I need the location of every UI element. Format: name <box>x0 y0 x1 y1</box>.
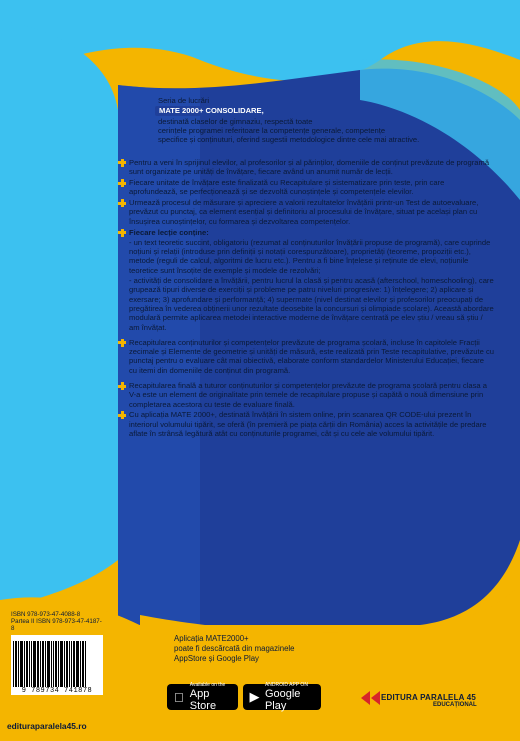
paragraph-theory: - un text teoretic succint, obligatoriu (rezumat al conținuturilor învățării propuse de programă), care cuprinde noțiuni și relații (introduse prin definiții și notații corespunzătoare), proprietăți (teoreme, propoziții etc.), metode (reguli de calcul, algoritmi de lucru etc.). Pentru a fi bine înțelese și reținute de elevi, noțiunile teoretice sunt însoțite de exemple și modele de rezolvări; <box>129 237 491 275</box>
paragraph-recap-chapters: Recapitularea conținuturilor și competențelor prevăzute de programa școlară, incluse în capitolele Fracții zecimale și Elemente de geometrie și unități de măsură, este realizată prin Teste recapitulative, prevăzute cu punctaj pentru o evaluare cât mai obiectivă, elaborate conform standardelor Ministerului Educației, fiecare cu itemi din domeniile de conținut din programă. <box>118 338 494 375</box>
intro-line-3: specifice și conținuturi, oferind sugestii metodologice dintre cele mai atractive. <box>158 135 420 145</box>
paragraph-app: Cu aplicația MATE 2000+, destinată învățării în sistem online, prin scanarea QR CODE-ului prezent în interiorul volumului tipărit, se oferă (în premieră pe piața cărții din România) acces la activitățile de predare aflate în strânsă legătură atât cu conținuturile programei, cât și cu cele ale volumului tipărit. <box>118 410 494 438</box>
app-info-line-2: poate fi descărcată din magazinele <box>174 644 295 653</box>
paragraph-final-recap: Recapitularea finală a tuturor conținuturilor și competențelor prevăzute de programa școlară pentru clasa a V-a este un element de originalitate prin temele de recapitulare propuse și capătă o nouă dimensiune prin completarea acestora cu teste de evaluare finală. <box>118 381 494 409</box>
intro-line-1: destinată claselor de gimnaziu, respectă toate <box>158 116 313 126</box>
google-play-small: ANDROID APP ON <box>264 682 308 688</box>
barcode-area <box>11 611 103 711</box>
app-store-big: App Store <box>189 688 217 712</box>
apple-icon <box>171 690 187 705</box>
paragraph-units: Pentru a veni în sprijinul elevilor, al profesorilor și al părinților, domeniile de conținut prevăzute de programă sunt organizate pe unități de învățare, fiecare având un anumit număr de lecții. <box>118 158 494 177</box>
app-store-badge[interactable] <box>167 684 238 710</box>
paragraph-self-assessment: Urmează procesul de măsurare și apreciere a valorii rezultatelor învățării printr-un Test de autoevaluare, prevăzut cu punctaj, ca element esențial și definitoriu al procesului de învățare, situat pe același plan cu însușirea cunoștințelor, cu formarea și dezvoltarea competențelor. <box>118 198 494 226</box>
series-label: Seria de lucrări <box>158 96 210 105</box>
isbn-line-2: Partea II ISBN 978-973-47-4187-8 <box>11 618 102 633</box>
app-store-small: Available on the <box>189 682 226 688</box>
series-name-badge: MATE 2000+ CONSOLIDARE, <box>155 106 268 115</box>
back-cover-text <box>118 96 494 438</box>
paragraph-lesson-contents: Fiecare lecție conține: <box>118 228 494 237</box>
google-play-badge[interactable] <box>243 684 321 710</box>
publisher-website[interactable]: edituraparalela45.ro <box>7 721 87 731</box>
app-info-line-3: AppStore și Google Play <box>174 654 259 663</box>
app-info-line-1: Aplicația MATE2000+ <box>174 634 249 643</box>
barcode-icon <box>11 635 103 687</box>
barcode-number: 9 789734 741878 <box>11 687 103 695</box>
publisher-logo <box>381 693 516 708</box>
google-play-icon: ▶ <box>249 689 260 704</box>
google-play-big: Google Play <box>264 688 301 712</box>
publisher-name: EDITURA PARALELA 45 <box>381 693 477 702</box>
isbn-line-1: ISBN 978-973-47-4088-8 <box>11 611 81 618</box>
paragraph-recap-tests: Fiecare unitate de învățare este finalizată cu Recapitulare și sistematizare prin teste, prin care aprofundează, se perfecționează și se dezvoltă cunoștințele și competențele elevilor. <box>118 178 494 197</box>
paragraph-activities: - activități de consolidare a învățării, pentru lucrul la clasă și pentru acasă (afterschool, homeschooling), care grupează tipuri diverse de exerciții și probleme pe patru niveluri progresive: 1) înțelegere; 2) aplicare și exersare; 3) aprofundare și performanță; 4) supermate (nivel destinat elevilor și profesorilor preocupați de pregătirea în vederea obținerii unor rezultate deosebite la concursuri și olimpiade școlare). Această abordare modulară permite aplicarea metodei interactive moderne de învățare centrată pe elev știu / vreau să știu / am învățat. <box>129 276 494 332</box>
publisher-sub: EDUCAȚIONAL <box>433 702 477 708</box>
app-info <box>174 634 295 664</box>
intro-block <box>158 96 494 144</box>
publisher-mark-icon <box>361 691 381 705</box>
intro-line-2: cerințele programei referitoare la competențe generale, competențe <box>158 125 386 135</box>
